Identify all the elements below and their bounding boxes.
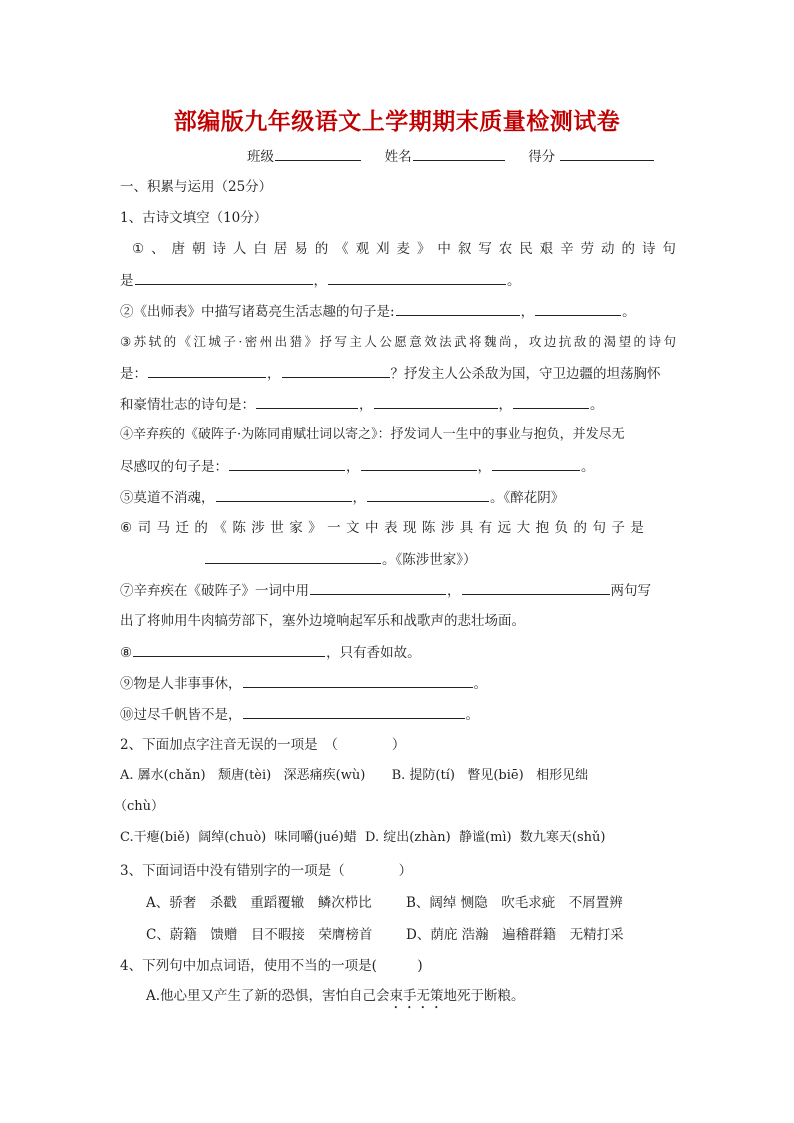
justified-char: 攻 (528, 334, 542, 349)
justified-char: 辛 (560, 241, 574, 257)
q2-heading: 2、下面加点字注音无误的一项是 （ ） (120, 737, 406, 753)
student-info-row (247, 146, 667, 167)
justified-char: 诗 (648, 334, 661, 349)
justified-char: 动 (601, 241, 615, 257)
justified-char: 的 (194, 520, 208, 536)
justified-char: 渴 (603, 334, 617, 349)
justified-char: 写 (478, 241, 492, 257)
justified-char: 农 (498, 241, 513, 257)
q2-c1: 干瘪(biě) (133, 830, 190, 845)
justified-char: 、 (151, 241, 165, 257)
justified-char: 劳 (580, 241, 595, 257)
justified-char: 边 (543, 334, 557, 349)
answer-blank[interactable] (396, 301, 520, 316)
section-heading: 一、积累与运用（25分） (120, 179, 273, 195)
q2-a2: 颓唐(tèi) (218, 768, 272, 783)
q1-item7-line1: ⑦辛弃疾在《破阵子》一词中用 ， 两句写 (120, 580, 676, 601)
justified-char: 中 (437, 241, 451, 257)
q1-heading: 1、古诗文填空（10分） (120, 210, 268, 226)
q2-c3: 味同嚼(jué)蜡 (274, 830, 357, 845)
score-blank[interactable] (560, 146, 654, 161)
q2-b2: 瞥见(biē) (467, 768, 524, 783)
q2-c2: 阔绰(chuò) (198, 830, 267, 845)
justified-char: 文 (346, 520, 360, 536)
justified-char: 民 (519, 241, 533, 257)
justified-char: 具 (459, 520, 474, 536)
justified-char: 的 (163, 334, 177, 349)
justified-char: 是 (630, 520, 644, 536)
justified-char: 大 (516, 520, 531, 536)
justified-char: · (238, 334, 243, 349)
q3-heading: 3、下面词语中没有错别字的一项是（ ） (120, 863, 413, 879)
justified-char: 法 (439, 334, 452, 349)
name-label: 姓名 (384, 149, 412, 165)
answer-blank[interactable] (243, 704, 465, 719)
answer-blank[interactable] (229, 456, 345, 471)
justified-char: 马 (156, 520, 171, 536)
q3-option-d: D、荫庇 浩瀚 遍稽群籍 无精打采 (406, 927, 624, 943)
answer-blank[interactable] (361, 456, 477, 471)
q1-item9: ⑨物是人非事事休， 。 (120, 673, 676, 694)
justified-char: 观 (355, 241, 370, 257)
justified-char: 中 (365, 520, 379, 536)
justified-char: 密 (244, 334, 258, 349)
answer-blank[interactable] (462, 580, 610, 595)
q1-item1-line1 (132, 239, 676, 259)
justified-char: 叙 (457, 241, 472, 257)
q2-options-ab: A. 羼水(chǎn) 颓唐(tèi) 深恶痛疾(wù) B. 提防(tí) 瞥见(biē) 相形见绌 (120, 766, 676, 786)
answer-blank[interactable] (282, 363, 390, 378)
justified-char: ， (513, 334, 527, 349)
name-blank[interactable] (413, 146, 505, 161)
justified-char: 效 (424, 334, 437, 349)
justified-char: 子 (611, 520, 625, 536)
justified-char: 艰 (539, 241, 554, 257)
justified-char: 尚 (498, 334, 512, 349)
q4-option-a: A.他心里又产生了新的恐惧，害怕自己会束手无策地死于断粮。 (146, 988, 525, 1004)
justified-char: 一 (327, 520, 341, 536)
justified-char: 主 (349, 334, 362, 349)
justified-char: 句 (662, 241, 676, 257)
q2-d1: 绽出(zhàn) (383, 830, 451, 845)
q3-options-ab (146, 893, 676, 913)
justified-char: 陈 (421, 520, 436, 536)
justified-char: 负 (554, 520, 569, 536)
justified-char: 易 (294, 241, 308, 257)
answer-blank[interactable] (216, 487, 352, 502)
justified-char: 抒 (319, 334, 333, 349)
class-label: 班级 (247, 149, 274, 165)
justified-char: 的 (621, 241, 635, 257)
answer-blank[interactable] (492, 456, 580, 471)
answer-blank[interactable] (148, 363, 266, 378)
justified-char: 远 (497, 520, 512, 536)
answer-blank[interactable] (205, 549, 381, 564)
justified-char: 唐 (171, 241, 186, 257)
justified-char: 抱 (535, 520, 550, 536)
q1-item3-line1 (120, 332, 676, 352)
justified-char: 居 (273, 241, 288, 257)
justified-char: 子 (223, 334, 236, 349)
justified-char: 的 (573, 520, 587, 536)
justified-char: 麦 (396, 241, 410, 257)
justified-char: 《 (213, 520, 227, 536)
justified-char: 涉 (440, 520, 455, 536)
justified-char: 苏 (133, 334, 147, 349)
q2-b1: 提防(tí) (409, 768, 455, 783)
answer-blank[interactable] (133, 642, 325, 657)
justified-char: ① (132, 241, 145, 257)
answer-blank[interactable] (535, 301, 621, 316)
exam-title: 部编版九年级语文上学期期末质量检测试卷 (173, 109, 621, 135)
q3-option-a: A、骄奢 杀戳 重蹈覆辙 鳞次栉比 (146, 895, 372, 911)
justified-char: 司 (137, 520, 152, 536)
q3-options-cd (146, 925, 676, 945)
q2-d3: 数九寒天(shǔ) (519, 830, 606, 845)
q2-a3: 深恶痛疾(wù) (283, 768, 366, 783)
q1-item3-line3: 和豪情壮志的诗句是： ， ， 。 (120, 394, 676, 415)
justified-char: 敌 (573, 334, 587, 349)
justified-char: 江 (193, 334, 206, 349)
justified-char: 抗 (558, 334, 572, 349)
justified-char: 家 (289, 520, 303, 536)
justified-char: 句 (663, 334, 676, 349)
q1-item7-line2: 出了将帅用牛肉犒劳部下，塞外边境响起军乐和战歌声的悲壮场面。 (120, 613, 525, 629)
justified-char: 世 (270, 520, 284, 536)
justified-char: 意 (409, 334, 422, 349)
justified-char: 人 (364, 334, 377, 349)
justified-char: 迁 (175, 520, 189, 536)
justified-char: 猎 (289, 334, 303, 349)
justified-char: 出 (274, 334, 288, 349)
justified-char: 诗 (212, 241, 226, 257)
q2-b3-continuation: （chù） (114, 799, 165, 814)
answer-blank[interactable] (310, 580, 446, 595)
justified-char: 魏 (484, 334, 497, 349)
class-blank[interactable] (275, 146, 361, 161)
justified-char: 的 (314, 241, 329, 257)
answer-blank[interactable] (135, 270, 313, 285)
q1-item6-line1 (120, 518, 644, 538)
justified-char: 白 (253, 241, 267, 257)
q2-options-cd: C.干瘪(biě) 阔绰(chuò) 味同嚼(jué)蜡 D. 绽出(zhàn) 静谧(mì) 数九寒天(shǔ) (120, 828, 676, 848)
justified-char: 表 (383, 520, 398, 536)
answer-blank[interactable] (328, 270, 506, 285)
q3-option-c: C、蔚籍 馈赠 目不暇接 荣膺榜首 (146, 927, 373, 943)
justified-char: 武 (454, 334, 467, 349)
q1-item2: ②《出师表》中描写诸葛亮生活志趣的句子是: ， 。 (120, 301, 676, 322)
justified-char: ③ (120, 334, 132, 349)
justified-char: 》 (416, 241, 431, 257)
answer-blank[interactable] (367, 487, 489, 502)
q4-dotted-word: 束手无策 (389, 988, 444, 1004)
justified-char: 《 (335, 241, 349, 257)
justified-char: 望 (618, 334, 632, 349)
q1-item10: ⑩过尽千帆皆不是， 。 (120, 704, 676, 725)
justified-char: 》 (308, 520, 322, 536)
answer-blank[interactable] (513, 394, 589, 409)
justified-char: 公 (379, 334, 392, 349)
answer-blank[interactable] (374, 394, 498, 409)
q1-item3-line2: 是： ， ？抒发主人公杀敌为国，守卫边疆的坦荡胸怀 (120, 363, 676, 384)
q2-d2: 静谧(mì) (459, 830, 512, 845)
q2-b3: 相形见绌 (536, 768, 589, 783)
justified-char: 现 (402, 520, 417, 536)
q1-item8: ⑧ ，只有香如故。 (120, 642, 676, 663)
q3-option-b: B、阔绰 恻隐 吹毛求疵 不屑置辨 (406, 895, 623, 911)
justified-char: 朝 (191, 241, 206, 257)
justified-char: 《 (178, 334, 192, 349)
justified-char: 的 (633, 334, 647, 349)
justified-char: 人 (232, 241, 247, 257)
q1-item6-line2: 。《陈涉世家》） (204, 549, 676, 570)
score-label: 得分 (528, 149, 556, 165)
justified-char: 轼 (148, 334, 162, 349)
answer-blank[interactable] (243, 673, 473, 688)
q1-item5: ⑤莫道不消魂， ， 。《醉花阴》 (120, 487, 676, 508)
q1-item4-line1: ④辛弃疾的《破阵子·为陈同甫赋壮词以寄之》：抒发词人一生中的事业与抱负，并发尽无 (120, 427, 625, 442)
q1-item1-line2: 是 ， 。 (120, 270, 676, 291)
justified-char: ⑥ (120, 520, 133, 536)
justified-char: 》 (304, 334, 318, 349)
q4-heading: 4、下列句中加点词语，使用不当的一项是( ) (120, 958, 423, 974)
justified-char: 陈 (232, 520, 246, 536)
justified-char: 有 (478, 520, 493, 536)
justified-char: 写 (334, 334, 347, 349)
justified-char: 诗 (641, 241, 656, 257)
justified-char: 愿 (394, 334, 407, 349)
q2-a1: 羼水(chǎn) (137, 768, 206, 783)
justified-char: 涉 (251, 520, 265, 536)
justified-char: 州 (259, 334, 273, 349)
answer-blank[interactable] (256, 394, 358, 409)
justified-char: 句 (592, 520, 606, 536)
justified-char: 城 (208, 334, 221, 349)
justified-char: 刈 (376, 241, 390, 257)
justified-char: 的 (588, 334, 602, 349)
justified-char: 将 (469, 334, 482, 349)
q1-item4-line2: 尽感叹的句子是： ， ， 。 (120, 456, 676, 477)
